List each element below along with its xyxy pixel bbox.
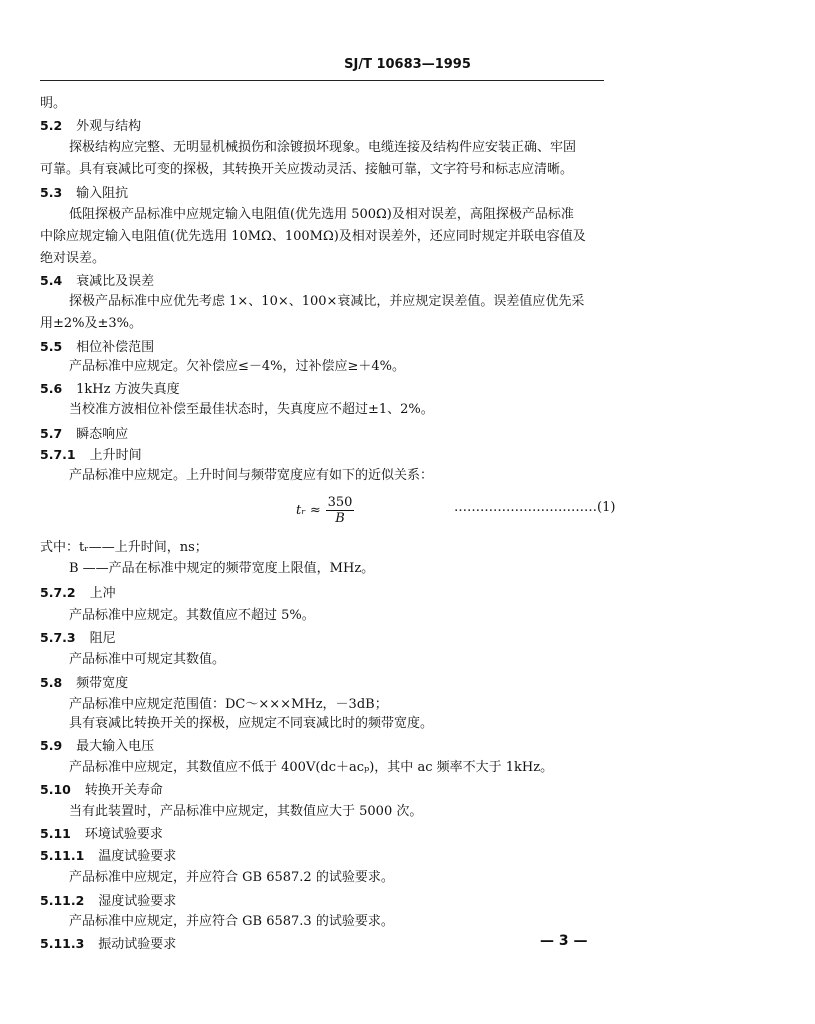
- section-title: 温度试验要求: [98, 849, 177, 864]
- paragraph-line: 探极产品标准中应优先考虑 1×、10×、100×衰减比，并应规定误差值。误差值应优先采: [69, 294, 585, 309]
- paragraph-line: 产品标准中应规定。上升时间与频带宽度应有如下的近似关系：: [69, 468, 434, 483]
- section-number: 5.7: [40, 426, 63, 441]
- document-code: SJ/T 10683—1995: [344, 57, 471, 72]
- section-number: 5.9: [40, 738, 63, 753]
- section-number: 5.7.1: [40, 447, 76, 462]
- section-heading: [40, 675, 128, 692]
- section-heading: [40, 782, 163, 799]
- paragraph-line: 产品标准中应规定，并应符合 GB 6587.3 的试验要求。: [69, 914, 394, 929]
- formula-lhs: tᵣ ≈: [296, 503, 321, 518]
- text-line: 用±2%及±3%。: [40, 316, 143, 331]
- text-line: 中除应规定输入电阻值(优先选用 10MΩ、100MΩ)及相对误差外，还应同时规定并联电容值及: [40, 229, 586, 244]
- section-heading: [40, 339, 154, 356]
- paragraph-line: 产品标准中应规定。欠补偿应≤－4%，过补偿应≥＋4%。: [69, 359, 406, 374]
- text-line: 明。: [40, 96, 67, 111]
- section-title: 上升时间: [89, 448, 142, 463]
- section-number: 5.8: [40, 675, 63, 690]
- section-heading: [40, 936, 176, 953]
- section-number: 5.7.2: [40, 585, 76, 600]
- section-title: 环境试验要求: [84, 827, 163, 842]
- section-heading: [40, 185, 128, 202]
- section-title: 振动试验要求: [98, 937, 177, 952]
- section-number: 5.11.1: [40, 848, 85, 863]
- text-line: 可靠。具有衰减比可变的探极，其转换开关应拨动灵活、接触可靠，文字符号和标志应清晰。: [40, 162, 574, 177]
- text-line: 式中：tᵣ——上升时间，ns；: [40, 540, 208, 555]
- section-title: 转换开关寿命: [84, 783, 163, 798]
- section-title: 相位补偿范围: [76, 340, 155, 355]
- section-number: 5.2: [40, 118, 63, 133]
- paragraph-line: B ——产品在标准中规定的频带宽度上限值，MHz。: [69, 561, 375, 576]
- section-title: 频带宽度: [76, 676, 129, 691]
- section-number: 5.11: [40, 826, 71, 841]
- text-line: 绝对误差。: [40, 251, 106, 266]
- section-heading: [40, 630, 116, 647]
- section-heading: [40, 585, 116, 602]
- section-heading: [40, 118, 141, 135]
- paragraph-line: 具有衰减比转换开关的探极，应规定不同衰减比时的频带宽度。: [69, 716, 434, 731]
- section-title: 湿度试验要求: [98, 894, 177, 909]
- section-number: 5.10: [40, 782, 71, 797]
- paragraph-line: 产品标准中应规定。其数值应不超过 5%。: [69, 608, 315, 623]
- section-title: 最大输入电压: [76, 739, 155, 754]
- formula-number: ……………………………(1): [454, 500, 616, 515]
- section-heading: [40, 426, 128, 443]
- paragraph-line: 低阻探极产品标准中应规定输入电阻值(优先选用 500Ω)及相对误差，高阻探极产品标准: [69, 207, 574, 222]
- section-title: 输入阻抗: [76, 186, 129, 201]
- section-title: 瞬态响应: [76, 427, 129, 442]
- section-number: 5.11.3: [40, 936, 85, 951]
- paragraph-line: 产品标准中应规定，并应符合 GB 6587.2 的试验要求。: [69, 870, 394, 885]
- section-title: 阻尼: [89, 631, 116, 646]
- section-heading: [40, 826, 163, 843]
- formula-fraction: [326, 495, 354, 527]
- section-number: 5.6: [40, 381, 63, 396]
- section-number: 5.4: [40, 273, 63, 288]
- section-heading: [40, 738, 154, 755]
- paragraph-line: 产品标准中可规定其数值。: [69, 652, 226, 667]
- section-number: 5.5: [40, 339, 63, 354]
- page-number: — 3 —: [540, 933, 588, 949]
- section-number: 5.3: [40, 185, 63, 200]
- section-title: 外观与结构: [76, 119, 142, 134]
- paragraph-line: 当有此装置时，产品标准中应规定，其数值应大于 5000 次。: [69, 804, 423, 819]
- section-number: 5.11.2: [40, 893, 85, 908]
- paragraph-line: 产品标准中应规定，其数值应不低于 400V(dc＋acₚ)，其中 ac 频率不大于 1kHz。: [69, 760, 554, 775]
- paragraph-line: 探极结构应完整、无明显机械损伤和涂镀损坏现象。电缆连接及结构件应安装正确、牢固: [69, 140, 577, 155]
- section-heading: [40, 447, 142, 464]
- paragraph-line: 产品标准中应规定范围值：DC～×××MHz，－3dB；: [69, 697, 388, 712]
- formula-numerator: 350: [327, 495, 353, 510]
- section-heading: [40, 381, 180, 398]
- formula-denominator: B: [335, 511, 345, 526]
- section-title: 上冲: [89, 586, 116, 601]
- header-rule: [40, 80, 604, 81]
- paragraph-line: 当校准方波相位补偿至最佳状态时，失真度应不超过±1、2%。: [69, 402, 434, 417]
- section-heading: [40, 893, 176, 910]
- section-number: 5.7.3: [40, 630, 76, 645]
- section-title: 1kHz 方波失真度: [76, 382, 180, 397]
- section-heading: [40, 848, 176, 865]
- section-title: 衰减比及误差: [76, 274, 155, 289]
- section-heading: [40, 273, 154, 290]
